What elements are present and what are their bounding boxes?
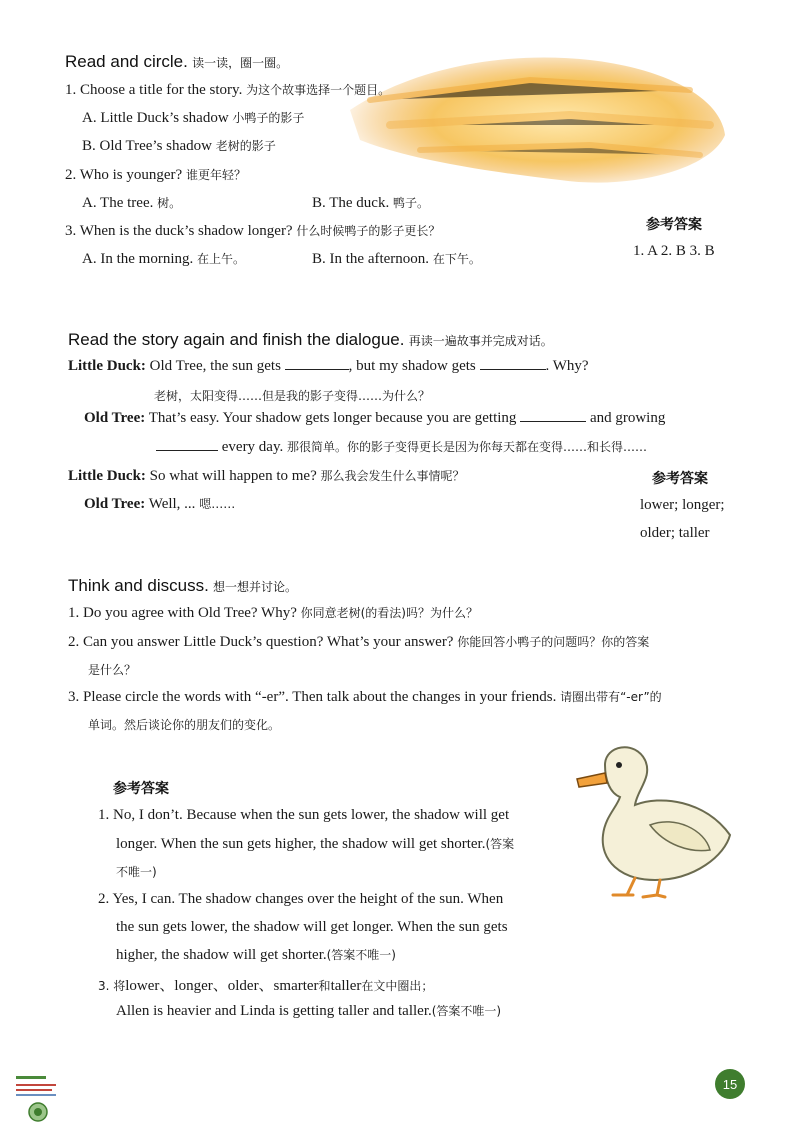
- q1-option-b-zh: 老树的影子: [215, 139, 276, 153]
- dialogue-1-text-c: . Why?: [545, 358, 589, 374]
- dialogue-speaker-old-tree: Old Tree:: [84, 410, 146, 426]
- blank-input[interactable]: [285, 368, 349, 370]
- page-number: 15: [715, 1069, 745, 1099]
- discuss-q2-en: 2. Can you answer Little Duck’s question? What’s your answer?: [68, 634, 454, 650]
- discuss-q3-en: 3. Please circle the words with “-er”. Then talk about the changes in your friends.: [68, 689, 557, 705]
- discuss-q1-en: 1. Do you agree with Old Tree? Why?: [68, 605, 297, 621]
- answer-3-line-2: [116, 1002, 501, 1020]
- q1-text-zh: 为这个故事选择一个题目。: [246, 83, 391, 97]
- section2-answer-line-2: older; taller: [640, 525, 710, 541]
- q2-option-a[interactable]: [82, 194, 181, 212]
- q2-text-en: 2. Who is younger?: [65, 167, 183, 183]
- q1-option-a-en: A. Little Duck’s shadow: [82, 110, 229, 126]
- section2-answer-line-1: lower; longer;: [640, 497, 725, 513]
- discuss-q1: [68, 604, 478, 622]
- blank-input[interactable]: [520, 420, 586, 422]
- q3-text-zh: 什么时候鸭子的影子更长？: [296, 224, 441, 238]
- q3-question: [65, 222, 440, 240]
- q2-option-b-en: B. The duck.: [312, 195, 390, 211]
- section1-answer-title: 参考答案: [646, 217, 702, 233]
- dialogue-speaker-old-tree-2: Old Tree:: [84, 496, 146, 512]
- q1-question: [65, 81, 390, 99]
- blank-input[interactable]: [480, 368, 546, 370]
- q3-option-a[interactable]: [82, 250, 245, 268]
- dialogue-2-text-b: and growing: [589, 410, 666, 426]
- section2-heading: [68, 330, 553, 350]
- answer-1-line-2-zh: (答案: [485, 837, 515, 851]
- q3-option-b-zh: 在下午。: [432, 252, 481, 266]
- section1-heading-zh: 读一读，圈一圈。: [192, 56, 289, 70]
- dialogue-speaker-little-duck-2: Little Duck:: [68, 468, 146, 484]
- q1-option-a[interactable]: [82, 109, 304, 127]
- dialogue-1-text-b: , but my shadow gets: [348, 358, 476, 374]
- dialogue-2-zh: 那很简单。你的影子变得更长是因为你每天都在变得……和长得……: [287, 440, 648, 454]
- q1-option-b[interactable]: [82, 137, 276, 155]
- answer-3-zh-a: 3. 将: [98, 979, 126, 993]
- answer-1-line-2: [116, 835, 514, 853]
- q3-option-a-zh: 在上午。: [196, 252, 245, 266]
- q2-option-a-en: A. The tree.: [82, 195, 154, 211]
- q1-text-en: 1. Choose a title for the story.: [65, 82, 243, 98]
- answer-3-zh-c: 在文中圈出；: [361, 979, 434, 993]
- dialogue-3-text: So what will happen to me?: [149, 468, 317, 484]
- answer-3-line-2-en: Allen is heavier and Linda is getting taller and taller.: [116, 1003, 432, 1019]
- q3-option-b-en: B. In the afternoon.: [312, 251, 430, 267]
- q3-option-b[interactable]: [312, 250, 481, 268]
- discuss-q3-zh-b: 单词。然后谈论你的朋友们的变化。: [88, 718, 281, 732]
- answer-3-zh-b: 和: [318, 979, 331, 993]
- dialogue-4-text: Well, ...: [148, 496, 196, 512]
- dialogue-4-zh: 嗯……: [199, 497, 236, 511]
- discuss-q1-zh: 你同意老树(的看法)吗？为什么？: [300, 606, 478, 620]
- section2-answer-title: 参考答案: [652, 471, 708, 487]
- sunset-illustration: [330, 40, 730, 190]
- q3-option-a-en: A. In the morning.: [82, 251, 194, 267]
- answer-2-line-3-zh: (答案不唯一): [326, 948, 396, 962]
- dialogue-1-text-a: Old Tree, the sun gets: [149, 358, 281, 374]
- answer-1-line-1: 1. No, I don’t. Because when the sun gets lower, the shadow will get: [98, 807, 510, 823]
- dialogue-3-zh: 那么我会发生什么事情呢？: [320, 469, 465, 483]
- dialogue-line-4: [84, 495, 235, 513]
- publisher-logo: [14, 1072, 62, 1127]
- dialogue-1-zh: 老树，太阳变得……但是我的影子变得……为什么？: [154, 389, 431, 403]
- duck-illustration: [565, 735, 745, 900]
- section3-heading: [68, 576, 297, 596]
- section2-heading-en: Read the story again and finish the dialogue.: [68, 330, 405, 349]
- q2-option-b-zh: 鸭子。: [392, 196, 429, 210]
- dialogue-line-3: [68, 467, 465, 485]
- q3-text-en: 3. When is the duck’s shadow longer?: [65, 223, 293, 239]
- answer-2-line-3-en: higher, the shadow will get shorter.: [116, 947, 327, 963]
- dialogue-line-2: [84, 410, 665, 427]
- answer-3-line-1: [98, 974, 433, 995]
- dialogue-2-text-a: That’s easy. Your shadow gets longer because you are getting: [148, 410, 517, 426]
- dialogue-line-1: [68, 358, 589, 375]
- answer-3-line-2-zh: (答案不唯一): [431, 1004, 502, 1018]
- q2-question: [65, 166, 246, 184]
- section3-heading-zh: 想一想并讨论。: [213, 580, 298, 594]
- answer-1-line-3: 不唯一): [116, 865, 157, 879]
- discuss-q2-zh-a: 你能回答小鸭子的问题吗？你的答案: [457, 635, 650, 649]
- dialogue-2-text-c: every day.: [221, 439, 284, 455]
- q2-option-a-zh: 树。: [157, 196, 182, 210]
- answers-title: 参考答案: [113, 781, 169, 797]
- section1-heading-en: Read and circle.: [65, 52, 188, 71]
- q2-option-b[interactable]: [312, 194, 429, 212]
- section1-answer-text: 1. A 2. B 3. B: [633, 243, 715, 259]
- answer-3-words: lower、longer、older、smarter: [125, 978, 319, 994]
- section2-heading-zh: 再读一遍故事并完成对话。: [408, 334, 553, 348]
- discuss-q2: [68, 633, 649, 651]
- dialogue-line-2b: [156, 438, 647, 456]
- answer-3-word-taller: taller: [330, 978, 362, 994]
- q1-option-a-zh: 小鸭子的影子: [232, 111, 305, 125]
- answer-2-line-2: the sun gets lower, the shadow will get longer. When the sun gets: [116, 919, 508, 935]
- discuss-q3: [68, 688, 662, 706]
- q2-text-zh: 谁更年轻？: [185, 168, 246, 182]
- answer-1-line-2-en: longer. When the sun gets higher, the shadow will get shorter.: [116, 836, 486, 852]
- discuss-q2-zh-b: 是什么？: [88, 663, 137, 677]
- section1-heading: [65, 52, 288, 72]
- discuss-q3-zh-a: 请圈出带有“-er”的: [560, 690, 662, 704]
- answer-2-line-1: 2. Yes, I can. The shadow changes over the height of the sun. When: [98, 891, 504, 907]
- answer-2-line-3: [116, 946, 396, 964]
- section3-heading-en: Think and discuss.: [68, 576, 209, 595]
- dialogue-speaker-little-duck: Little Duck:: [68, 358, 146, 374]
- blank-input[interactable]: [156, 449, 218, 451]
- q1-option-b-en: B. Old Tree’s shadow: [82, 138, 213, 154]
